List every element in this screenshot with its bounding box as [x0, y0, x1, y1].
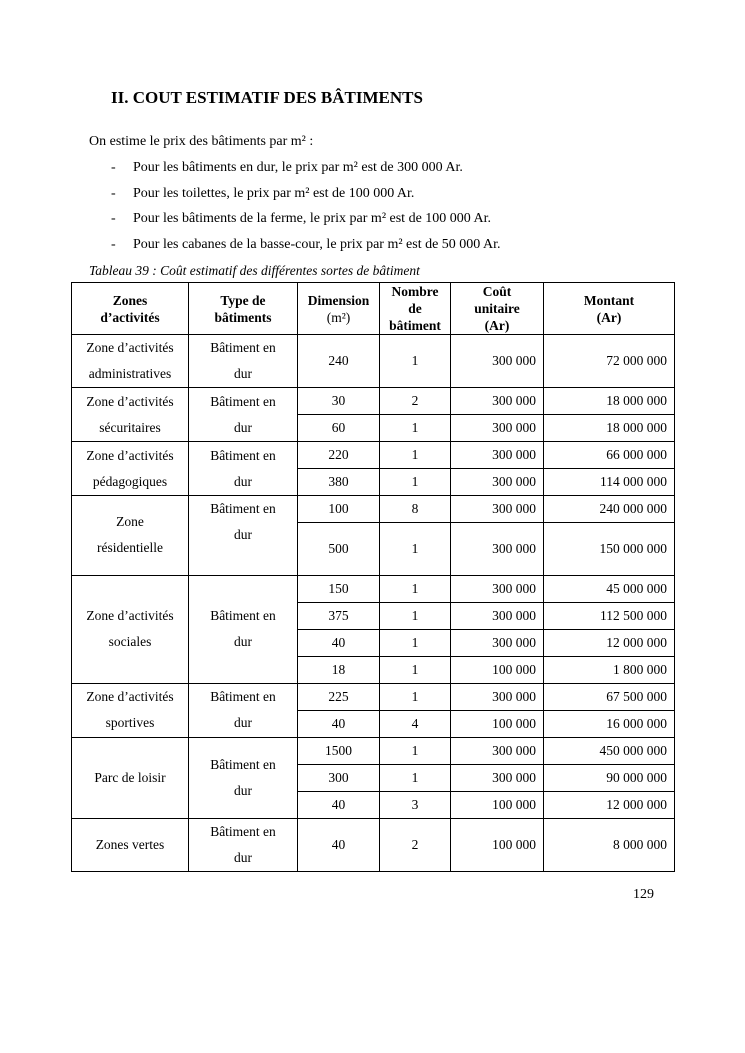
unit-cost-cell: 300 000	[451, 415, 544, 442]
dimension-cell: 60	[298, 415, 380, 442]
unit-cost-cell: 300 000	[451, 442, 544, 469]
amount-cell: 8 000 000	[544, 818, 675, 871]
section-title: II. COUT ESTIMATIF DES BÂTIMENTS	[111, 88, 423, 107]
count-cell: 4	[380, 710, 451, 737]
count-cell: 3	[380, 791, 451, 818]
bullet-item: - Pour les bâtiments de la ferme, le prix par m² est de 100 000 Ar.	[111, 209, 501, 235]
unit-cost-cell: 300 000	[451, 575, 544, 602]
type-cell: Bâtiment en dur	[189, 737, 298, 818]
zone-cell: Zone d’activités administratives	[72, 335, 189, 388]
table-row	[72, 818, 675, 871]
unit-cost-cell: 300 000	[451, 764, 544, 791]
unit-cost-cell: 100 000	[451, 710, 544, 737]
count-cell: 1	[380, 415, 451, 442]
amount-cell: 450 000 000	[544, 737, 675, 764]
dimension-cell: 40	[298, 629, 380, 656]
bullet-item: - Pour les bâtiments en dur, le prix par m² est de 300 000 Ar.	[111, 158, 501, 184]
type-cell: Bâtiment en dur	[189, 575, 298, 683]
dimension-cell: 40	[298, 818, 380, 871]
amount-cell: 112 500 000	[544, 602, 675, 629]
amount-cell: 18 000 000	[544, 388, 675, 415]
unit-cost-cell: 300 000	[451, 335, 544, 388]
table-header-row	[72, 283, 675, 335]
dimension-cell: 150	[298, 575, 380, 602]
table-row	[72, 737, 675, 764]
count-cell: 1	[380, 469, 451, 496]
amount-cell: 1 800 000	[544, 656, 675, 683]
dimension-cell: 18	[298, 656, 380, 683]
dimension-cell: 30	[298, 388, 380, 415]
count-cell: 2	[380, 388, 451, 415]
bullet-dash: -	[111, 160, 116, 175]
bullet-item: - Pour les toilettes, le prix par m² est de 100 000 Ar.	[111, 184, 501, 210]
type-cell: Bâtiment en dur	[189, 442, 298, 496]
type-cell: Bâtiment en dur	[189, 496, 298, 576]
header-montant: Montant (Ar)	[544, 283, 675, 335]
price-bullet-list	[111, 158, 501, 261]
count-cell: 2	[380, 818, 451, 871]
unit-cost-cell: 300 000	[451, 523, 544, 576]
unit-cost-cell: 300 000	[451, 496, 544, 523]
table-caption: Tableau 39 : Coût estimatif des différentes sortes de bâtiment	[89, 263, 420, 278]
intro-text: On estime le prix des bâtiments par m² :	[89, 134, 314, 149]
page-number: 129	[633, 887, 654, 902]
amount-cell: 67 500 000	[544, 683, 675, 710]
dimension-cell: 220	[298, 442, 380, 469]
amount-cell: 16 000 000	[544, 710, 675, 737]
amount-cell: 240 000 000	[544, 496, 675, 523]
header-cout: Coût unitaire (Ar)	[451, 283, 544, 335]
dimension-cell: 380	[298, 469, 380, 496]
dimension-cell: 100	[298, 496, 380, 523]
unit-cost-cell: 300 000	[451, 683, 544, 710]
count-cell: 1	[380, 683, 451, 710]
header-zones: Zones d’activités	[72, 283, 189, 335]
zone-cell: Parc de loisir	[72, 737, 189, 818]
count-cell: 1	[380, 523, 451, 576]
zone-cell: Zones vertes	[72, 818, 189, 871]
dimension-cell: 40	[298, 710, 380, 737]
dimension-cell: 375	[298, 602, 380, 629]
count-cell: 1	[380, 575, 451, 602]
unit-cost-cell: 300 000	[451, 737, 544, 764]
count-cell: 1	[380, 656, 451, 683]
unit-cost-cell: 300 000	[451, 629, 544, 656]
count-cell: 1	[380, 629, 451, 656]
type-cell: Bâtiment en dur	[189, 683, 298, 737]
amount-cell: 114 000 000	[544, 469, 675, 496]
table-row	[72, 496, 675, 523]
table-row	[72, 575, 675, 602]
table-row	[72, 335, 675, 388]
type-cell: Bâtiment en dur	[189, 818, 298, 871]
table-row	[72, 442, 675, 469]
zone-cell: Zone d’activités sportives	[72, 683, 189, 737]
unit-cost-cell: 100 000	[451, 791, 544, 818]
unit-cost-cell: 100 000	[451, 818, 544, 871]
unit-cost-cell: 100 000	[451, 656, 544, 683]
amount-cell: 90 000 000	[544, 764, 675, 791]
header-dimension: Dimension (m²)	[298, 283, 380, 335]
header-nombre: Nombre de bâtiment	[380, 283, 451, 335]
amount-cell: 72 000 000	[544, 335, 675, 388]
amount-cell: 66 000 000	[544, 442, 675, 469]
count-cell: 1	[380, 737, 451, 764]
dimension-cell: 500	[298, 523, 380, 576]
unit-cost-cell: 300 000	[451, 602, 544, 629]
count-cell: 1	[380, 602, 451, 629]
type-cell: Bâtiment en dur	[189, 388, 298, 442]
unit-cost-cell: 300 000	[451, 388, 544, 415]
bullet-item: - Pour les cabanes de la basse-cour, le prix par m² est de 50 000 Ar.	[111, 235, 501, 261]
dimension-cell: 300	[298, 764, 380, 791]
amount-cell: 12 000 000	[544, 791, 675, 818]
dimension-cell: 1500	[298, 737, 380, 764]
table-row	[72, 683, 675, 710]
dimension-cell: 40	[298, 791, 380, 818]
bullet-dash: -	[111, 211, 116, 227]
zone-cell: Zone résidentielle	[72, 496, 189, 576]
dimension-cell: 240	[298, 335, 380, 388]
zone-cell: Zone d’activités sociales	[72, 575, 189, 683]
zone-cell: Zone d’activités sécuritaires	[72, 388, 189, 442]
bullet-dash: -	[111, 237, 116, 253]
count-cell: 1	[380, 335, 451, 388]
count-cell: 1	[380, 442, 451, 469]
table-row	[72, 388, 675, 415]
cost-table	[71, 282, 675, 872]
amount-cell: 12 000 000	[544, 629, 675, 656]
dimension-cell: 225	[298, 683, 380, 710]
type-cell: Bâtiment en dur	[189, 335, 298, 388]
count-cell: 8	[380, 496, 451, 523]
count-cell: 1	[380, 764, 451, 791]
header-type: Type de bâtiments	[189, 283, 298, 335]
bullet-dash: -	[111, 185, 116, 201]
amount-cell: 150 000 000	[544, 523, 675, 576]
amount-cell: 45 000 000	[544, 575, 675, 602]
zone-cell: Zone d’activités pédagogiques	[72, 442, 189, 496]
amount-cell: 18 000 000	[544, 415, 675, 442]
unit-cost-cell: 300 000	[451, 469, 544, 496]
